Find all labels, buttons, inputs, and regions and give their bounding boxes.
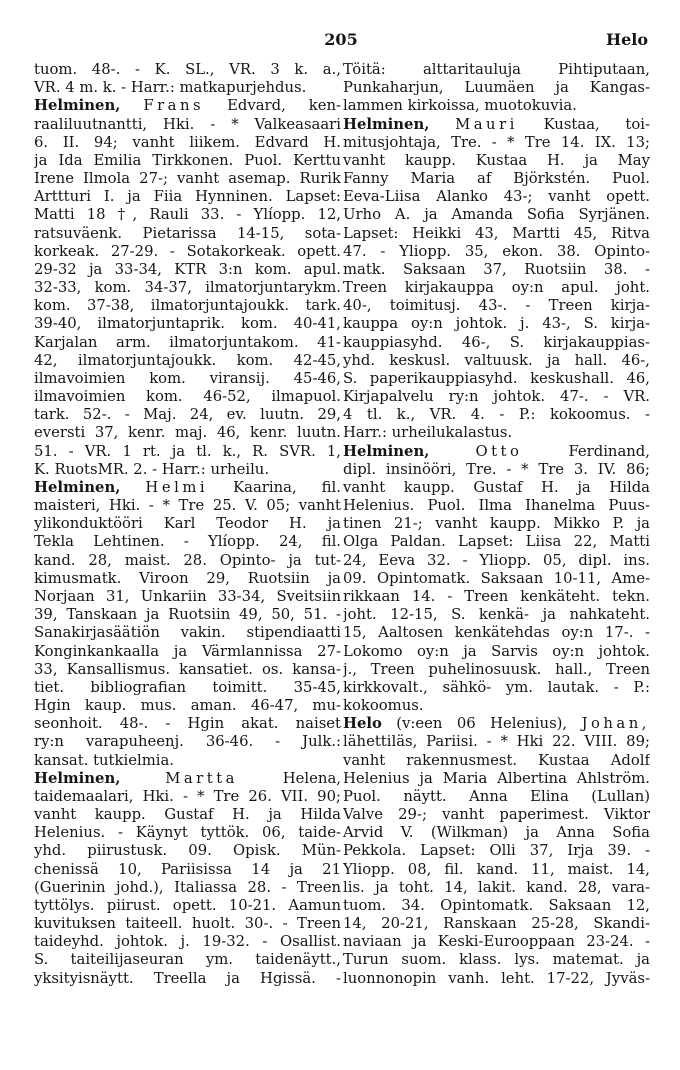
text-line: tiet. bibliografian toimitt. 35-45, bbox=[34, 678, 341, 696]
text-line: j., Treen puhelinosuusk. hall., Treen bbox=[343, 660, 650, 678]
entry-heading-line bbox=[343, 443, 650, 461]
text-line: 39, Tanskaan ja Ruotsiin 49, 50, 51. - bbox=[34, 606, 341, 624]
text-line: kirkkovalt., sähkö- ym. lautak. - P.: bbox=[343, 678, 650, 696]
text-line: ratsuväenk. Pietarissa 14-15, sota- bbox=[34, 224, 341, 242]
text-line: yhd. keskusl. valtuusk. ja hall. 46-, bbox=[343, 351, 650, 369]
entry-rest: Kaarina, fil. bbox=[208, 478, 341, 496]
text-line: kansat. tutkielmia. bbox=[34, 751, 174, 769]
text-line: tark. 52-. - Maj. 24, ev. luutn. 29, bbox=[34, 406, 341, 424]
text-line: S. paperikauppiasyhd. keskushall. 46, bbox=[343, 369, 650, 387]
text-line: 47. - Ylioрр. 35, ekon. 38. Opinto- bbox=[343, 242, 650, 260]
text-line: Töitä: alttaritauluja Pihtiputaan, bbox=[343, 61, 650, 78]
entry-rest: Helena, bbox=[237, 769, 341, 787]
text-line: tuom. 48-. - K. SL., VR. 3 k. a., bbox=[34, 61, 341, 78]
text-line: tyttölys. piirust. opett. 10-21. Aamun bbox=[34, 896, 341, 914]
text-line: vanht kaupp. Gustaf H. ja Hilda bbox=[34, 806, 341, 824]
text-line: raaliluutnantti, Hki. - * Valkeasaari bbox=[34, 115, 341, 133]
text-line: Arttturi I. ja Fiia Hynninen. Lapset: bbox=[34, 188, 341, 206]
text-line: 51. - VR. 1 rt. ja tl. k., R. SVR. 1, bbox=[34, 442, 341, 460]
text-line: 6. II. 94; vanht liikem. Edvard H. bbox=[34, 133, 341, 151]
text-line: Puol. näytt. Anna Elina (Lullan) bbox=[343, 787, 650, 805]
entry-heading-line bbox=[343, 715, 650, 733]
entry-rest: Kustaa, toi- bbox=[517, 115, 650, 133]
text-line: Tekla Lehtinen. - Ylíopp. 24, fil. bbox=[34, 533, 341, 551]
text-line: Treen kirjakauppa oy:n apul. joht. bbox=[343, 279, 650, 297]
entry-surname: Helminen, bbox=[343, 442, 430, 460]
text-line: Norjaan 31, Unkariin 33-34, Sveitsiin bbox=[34, 587, 341, 605]
text-line: ry:n varapuheenj. 36-46. - Julk.: bbox=[34, 733, 341, 751]
text-line: kuvituksen taiteell. huolt. 30-. - Treen bbox=[34, 915, 341, 933]
text-line: 33, Kansallismus. kansatiet. os. kansa- bbox=[34, 660, 341, 678]
text-line: Valve 29-; vanht paperimest. Viktor bbox=[343, 806, 650, 824]
text-line: Matti 18 †, Rauli 33. - Ylíopp. 12, bbox=[34, 206, 341, 224]
text-line: kauppiasyhd. 46-, S. kirjakauppias- bbox=[343, 333, 650, 351]
text-line: lammen kirkoissa, muotokuvia. bbox=[343, 97, 577, 115]
text-line: ylikonduktööri Karl Teodor H. ja bbox=[34, 515, 341, 533]
text-line: Fanny Maria af Björkstén. Puol. bbox=[343, 170, 650, 188]
entry-given-name: Mauri bbox=[455, 115, 518, 133]
text-line: lis. ja toht. 14, lakit. kand. 28, vara- bbox=[343, 878, 650, 896]
text-line: Lapset: Heikki 43, Martti 45, Ritva bbox=[343, 224, 650, 242]
text-line: taidemaalari, Hki. - * Tre 26. VII. 90; bbox=[34, 787, 341, 805]
text-line: Pekkola. Lapset: Olli 37, Irja 39. - bbox=[343, 842, 650, 860]
text-line: Yliopp. 08, fil. kand. 11, maist. 14, bbox=[343, 860, 650, 878]
text-line: Helenius. Puol. Ilma Ihanelma Puus- bbox=[343, 497, 650, 515]
text-line: Harr.: urheilukalastus. bbox=[343, 424, 513, 442]
text-line: K. RuotsMR. 2. - Harr.: urheilu. bbox=[34, 460, 270, 478]
left-column bbox=[34, 61, 341, 988]
text-line: taideyhd. johtok. j. 19-32. - Osallist. bbox=[34, 933, 341, 951]
entry-given-name: Martta bbox=[165, 769, 238, 787]
entry-rest: Edvard, ken- bbox=[204, 97, 341, 115]
entry-surname: Helminen, bbox=[34, 769, 121, 787]
text-line: kokoomus. bbox=[343, 697, 424, 715]
entry-heading-line bbox=[343, 116, 650, 134]
text-line: Eeva-Liisa Alanko 43-; vanht opett. bbox=[343, 188, 650, 206]
text-line: 39-40, ilmatorjuntaprik. kom. 40-41, bbox=[34, 315, 341, 333]
text-line: Lokomo oy:n ja Sarvis oy:n johtok. bbox=[343, 642, 650, 660]
text-line: vanht kaupp. Gustaf H. ja Hilda bbox=[343, 478, 650, 496]
text-line: maisteri, Hki. - * Tre 25. V. 05; vanht bbox=[34, 497, 341, 515]
text-line: Kirjapalvelu ry:n johtok. 47-. - VR. bbox=[343, 388, 650, 406]
text-line: Helenius. - Käynyt tyttök. 06, taide- bbox=[34, 824, 341, 842]
text-line: Turun suom. klass. lys. matemat. ja bbox=[343, 951, 650, 969]
text-line: tinen 21-; vanht kaupp. Mikko P. ja bbox=[343, 515, 650, 533]
text-line: matk. Saksaan 37, Ruotsiin 38. - bbox=[343, 260, 650, 278]
text-line: lähettiläs, Pariisi. - * Hki 22. VIII. 89; bbox=[343, 733, 650, 751]
text-line: Helenius ja Maria Albertina Ahlström. bbox=[343, 769, 650, 787]
text-line: rikkaan 14. - Treen kenkäteht. tekn. bbox=[343, 587, 650, 605]
text-line: kimusmatk. Viroon 29, Ruotsiin ja bbox=[34, 569, 341, 587]
text-line: Olga Paldan. Lapset: Liisa 22, Matti bbox=[343, 533, 650, 551]
entry-surname: Helminen, bbox=[34, 478, 121, 496]
entry-rest: (v:een 06 Helenius), bbox=[381, 715, 582, 733]
text-line: vanht rakennusmest. Kustaa Adolf bbox=[343, 751, 650, 769]
text-line: 24, Eeva 32. - Yliopp. 05, dipl. ins. bbox=[343, 551, 650, 569]
text-line: kom. 37-38, ilmatorjuntajoukk. tark. bbox=[34, 297, 341, 315]
entry-given-name: Helmi bbox=[145, 478, 209, 496]
entry-given-name: Johan, bbox=[581, 715, 650, 733]
text-line: 15, Aaltosen kenkätehdas oy:n 17-. - bbox=[343, 624, 650, 642]
text-line: Hgin kaup. mus. aman. 46-47, mu- bbox=[34, 697, 341, 715]
text-line: S. taiteilijaseuran ym. taidenäytt., bbox=[34, 951, 341, 969]
text-line: vanht kaupp. Kustaa H. ja May bbox=[343, 151, 650, 169]
entry-given-name: Otto bbox=[475, 442, 523, 460]
right-column bbox=[343, 61, 650, 988]
text-line: 40-, toimitusj. 43-. - Treen kirja- bbox=[343, 297, 650, 315]
entry-surname: Helminen, bbox=[34, 97, 121, 115]
text-line: 14, 20-21, Ranskaan 25-28, Skandi- bbox=[343, 915, 650, 933]
text-line: Konginkankaalla ja Värmlannissa 27- bbox=[34, 642, 341, 660]
text-line: (Guerinin johd.), Italiassa 28. - Treen bbox=[34, 878, 341, 896]
text-line: Arvid V. (Wilkman) ja Anna Sofia bbox=[343, 824, 650, 842]
text-line: kauppa oy:n johtok. j. 43-, S. kirja- bbox=[343, 315, 650, 333]
text-line: yhd. piirustusk. 09. Opisk. Mün- bbox=[34, 842, 341, 860]
text-line: korkeak. 27-29. - Sotakorkeak. opett. bbox=[34, 242, 341, 260]
text-line: dipl. insinööri, Tre. - * Tre 3. IV. 86; bbox=[343, 460, 650, 478]
page-number: 205 bbox=[324, 30, 358, 49]
entry-heading-line bbox=[34, 97, 341, 115]
entry-heading-line bbox=[34, 770, 341, 788]
entry-surname: Helo bbox=[343, 715, 382, 733]
text-line: Karjalan arm. ilmatorjuntakom. 41- bbox=[34, 333, 341, 351]
text-line: naviaan ja Keski-Eurooppaan 23-24. - bbox=[343, 933, 650, 951]
entry-surname: Helminen, bbox=[343, 115, 430, 133]
text-line: seonhoit. 48-. - Hgin akat. naiset bbox=[34, 715, 341, 733]
text-line: Punkaharjun, Luumäen ja Kangas- bbox=[343, 79, 650, 97]
text-line: ja Ida Emilia Tirkkonen. Puol. Kerttu bbox=[34, 151, 341, 169]
text-line: kand. 28, maist. 28. Opinto- ja tut- bbox=[34, 551, 341, 569]
text-line: VR. 4 m. k. - Harr.: matkapurjehdus. bbox=[34, 79, 307, 97]
text-line: mitusjohtaja, Tre. - * Tre 14. IX. 13; bbox=[343, 133, 650, 151]
text-line: Sanakirjasäätiön vakin. stipendiaatti bbox=[34, 624, 341, 642]
running-head: Helo bbox=[605, 30, 648, 49]
text-line: 4 tl. k., VR. 4. - P.: kokoomus. - bbox=[343, 406, 650, 424]
entry-rest: Ferdinand, bbox=[522, 442, 650, 460]
entry-given-name: Frans bbox=[143, 97, 205, 115]
entry-heading-line bbox=[34, 479, 341, 497]
page-header bbox=[34, 30, 648, 56]
text-line: 09. Opintomatk. Saksaan 10-11, Ame- bbox=[343, 569, 650, 587]
text-line: 32-33, kom. 34-37, ilmatorjuntarykm. bbox=[34, 279, 341, 297]
text-line: eversti 37, kenr. maj. 46, kenr. luutn. bbox=[34, 424, 341, 442]
text-line: luonnonopin vanh. leht. 17-22, Jyväs- bbox=[343, 969, 650, 987]
text-line: 42, ilmatorjuntajoukk. kom. 42-45, bbox=[34, 351, 341, 369]
text-line: yksityisnäytt. Treella ja Hgissä. - bbox=[34, 969, 341, 987]
text-line: tuom. 34. Opintomatk. Saksaan 12, bbox=[343, 896, 650, 914]
text-line: joht. 12-15, S. kenkä- ja nahkateht. bbox=[343, 606, 650, 624]
text-line: Urho A. ja Amanda Sofia Syrjänen. bbox=[343, 206, 650, 224]
text-line: ilmavoimien kom. 46-52, ilmapuol. bbox=[34, 388, 341, 406]
text-line: ilmavoimien kom. viransij. 45-46, bbox=[34, 369, 341, 387]
text-line: chenissä 10, Pariisissa 14 ja 21 bbox=[34, 860, 341, 878]
text-line: Irene Ilmola 27-; vanht asemap. Rurik bbox=[34, 170, 341, 188]
text-line: 29-32 ja 33-34, KTR 3:n kom. apul. bbox=[34, 260, 341, 278]
